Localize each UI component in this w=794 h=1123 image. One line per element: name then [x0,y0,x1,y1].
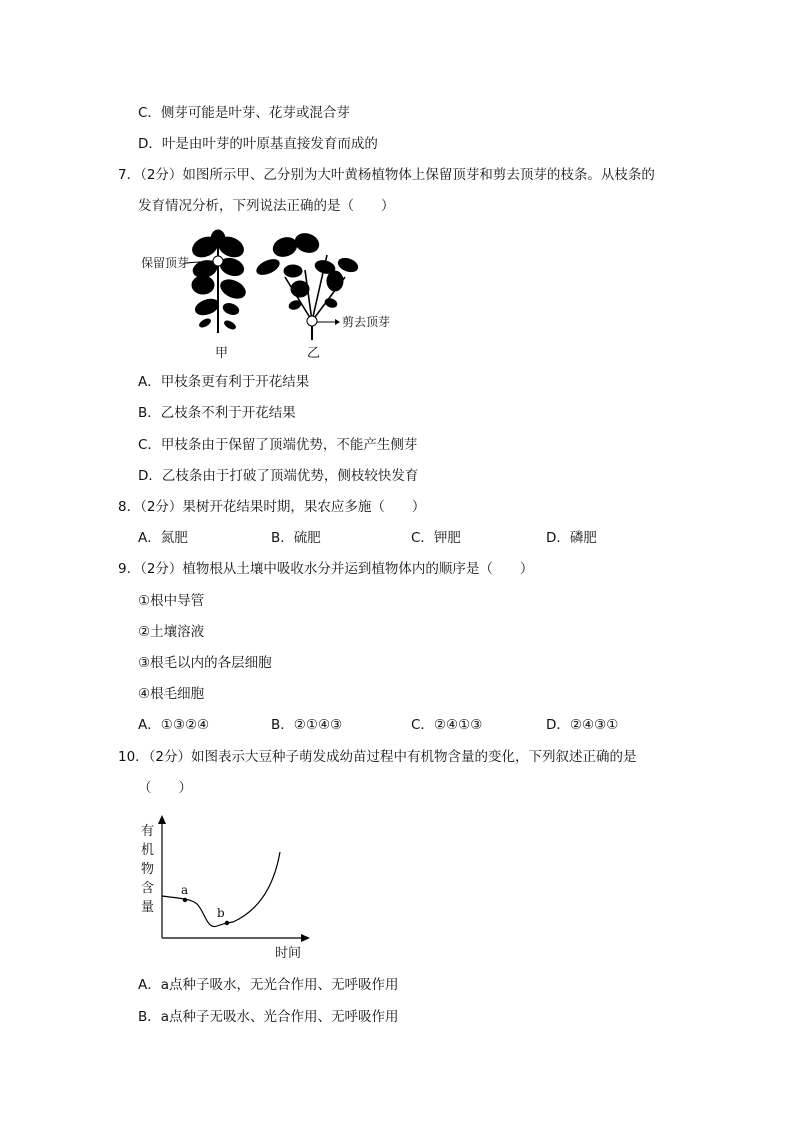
q8-option-a: A．氮肥 [138,530,188,546]
q7-option-c: C．甲枝条由于保留了顶端优势，不能产生侧芽 [138,437,418,453]
q9-item-1: ①根中导管 [138,593,205,609]
y-label-char-3: 物 [141,862,155,877]
q7-option-a: A．甲枝条更有利于开花结果 [138,374,310,390]
q9-item-2: ②土壤溶液 [138,624,205,640]
q8-option-d: D．磷肥 [546,530,597,546]
q10-option-b: B．a点种子无吸水、光合作用、无呼吸作用 [138,1009,399,1025]
q9-option-c: C．②④①③ [411,717,483,733]
label-keep-apical-bud: 保留顶芽 [141,256,190,270]
x-axis-label: 时间 [275,946,302,961]
caption-yi: 乙 [307,346,321,361]
q9-item-4: ④根毛细胞 [138,686,205,702]
point-b-label: b [217,906,225,920]
q8-stem: 8．（2分）果树开花结果时期，果农应多施（ ） [118,499,426,515]
y-label-char-1: 有 [141,824,155,839]
y-label-char-4: 含 [141,881,155,896]
q7-stem-line1: 7．（2分）如图所示甲、乙分别为大叶黄杨植物体上保留顶芽和剪去顶芽的枝条。从枝条的 [118,167,655,183]
q7-option-d: D．乙枝条由于打破了顶端优势，侧枝较快发育 [138,468,419,484]
q6-option-d: D．叶是由叶芽的叶原基直接发育而成的 [138,136,378,152]
q9-option-a: A．①③②④ [138,717,210,733]
q9-option-b: B．②①④③ [271,717,343,733]
y-label-char-2: 机 [141,843,155,858]
q9-item-3: ③根毛以内的各层细胞 [138,655,272,671]
q10-option-a: A．a点种子吸水，无光合作用、无呼吸作用 [138,977,399,993]
q10-stem-line1: 10．（2分）如图表示大豆种子萌发成幼苗过程中有机物含量的变化，下列叙述正确的是 [118,749,637,765]
q8-option-b: B．硫肥 [271,530,321,546]
branch-jia [189,230,248,333]
q6-option-c: C．侧芽可能是叶芽、花芽或混合芽 [138,105,350,121]
q8-option-c: C．钾肥 [411,530,461,546]
q7-option-b: B．乙枝条不利于开花结果 [138,405,296,421]
y-label-char-5: 量 [141,900,155,915]
q10-stem-line2: （ ） [138,780,192,796]
label-cut-apical-bud: 剪去顶芽 [342,315,391,329]
q7-stem-line2: 发育情况分析，下列说法正确的是（ ） [138,198,395,214]
q7-figure-branches [135,225,395,365]
q9-option-d: D．②④③① [546,717,619,733]
q9-stem: 9．（2分）植物根从土壤中吸收水分并运到植物体内的顺序是（ ） [118,561,534,577]
caption-jia: 甲 [215,346,229,361]
point-a-label: a [181,883,189,897]
q10-organic-matter-graph [135,812,315,967]
